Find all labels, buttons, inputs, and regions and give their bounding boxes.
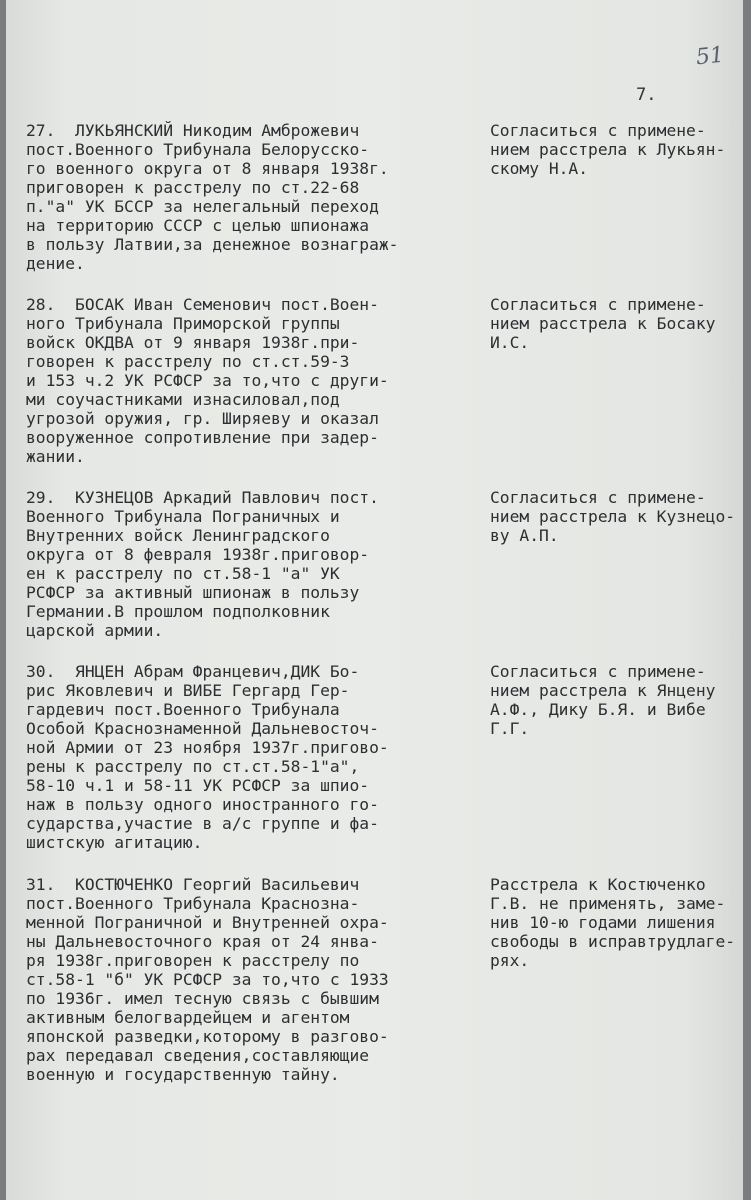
entry-decision: Согласиться с примене- нием расстрела к Лукьян- скому Н.А. xyxy=(490,121,726,178)
entry-text: 27. ЛУКЬЯНСКИЙ Никодим Амброжевич пост.Военного Трибунала Белорусско- го военного округа от 8 января 1938г. приговорен к расстрелу по ст.22-68 п."а" УК БССР за нелегальный переход на территорию СССР с целью шпионажа в пользу Латвии,за денежное вознаграж- дение. xyxy=(26,121,399,273)
archive-sheet-number: 51 xyxy=(694,42,726,71)
entry-decision: Согласиться с примене- нием расстрела к Кузнецо- ву А.П. xyxy=(490,488,736,545)
entry-decision: Согласиться с примене- нием расстрела к Янцену А.Ф., Дику Б.Я. и Вибе Г.Г. xyxy=(490,662,716,738)
entry-text: 29. КУЗНЕЦОВ Аркадий Павлович пост. Военного Трибунала Пограничных и Внутренних войск Ленинградского округа от 8 февраля 1938г.приговор- ен к расстрелу по ст.58-1 "а" УК РСФСР за активный шпионаж в пользу Германии.В прошлом подполковник царской армии. xyxy=(26,488,379,640)
page-number: 7. xyxy=(636,85,657,105)
entry-text: 28. БОСАК Иван Семенович пост.Воен- ного Трибунала Приморской группы войск ОКДВА от 9 января 1938г.при- говорен к расстрелу по ст.ст.59-3 и 153 ч.2 УК РСФСР за то,что с други- ми соучастниками изнасиловал,под угрозой оружия, гр. Ширяеву и оказал вооруженное сопротивление при задер- жании. xyxy=(26,295,389,466)
document-page xyxy=(6,0,743,1200)
entry-text: 30. ЯНЦЕН Абрам Францевич,ДИК Бо- рис Яковлевич и ВИБЕ Гергард Гер- гардевич пост.Военного Трибунала Особой Краснознаменной Дальневосточ- ной Армии от 23 ноября 1937г.пригово- рены к расстрелу по ст.ст.58-1"а", 58-10 ч.1 и 58-11 УК РСФСР за шпио- наж в пользу одного иностранного го- сударства,участие в а/с группе и фа- шистскую агитацию. xyxy=(26,662,389,852)
entry-text: 31. КОСТЮЧЕНКО Георгий Васильевич пост.Военного Трибунала Краснозна- менной Пограничной и Внутренней охра- ны Дальневосточного края от 24 янва- ря 1938г.приговорен к расстрелу по ст.58-1 "б" УК РСФСР за то,что с 1933 по 1936г. имел тесную связь с бывшим активным белогвардейцем и агентом японской разведки,которому в разгово- рах передавал сведения,составляющие военную и государственную тайну. xyxy=(26,875,389,1084)
entry-decision: Расстрела к Костюченко Г.В. не применять, заме- нив 10-ю годами лишения свободы в исправтрудлаге- рях. xyxy=(490,875,736,970)
entry-decision: Согласиться с примене- нием расстрела к Босаку И.С. xyxy=(490,295,716,352)
